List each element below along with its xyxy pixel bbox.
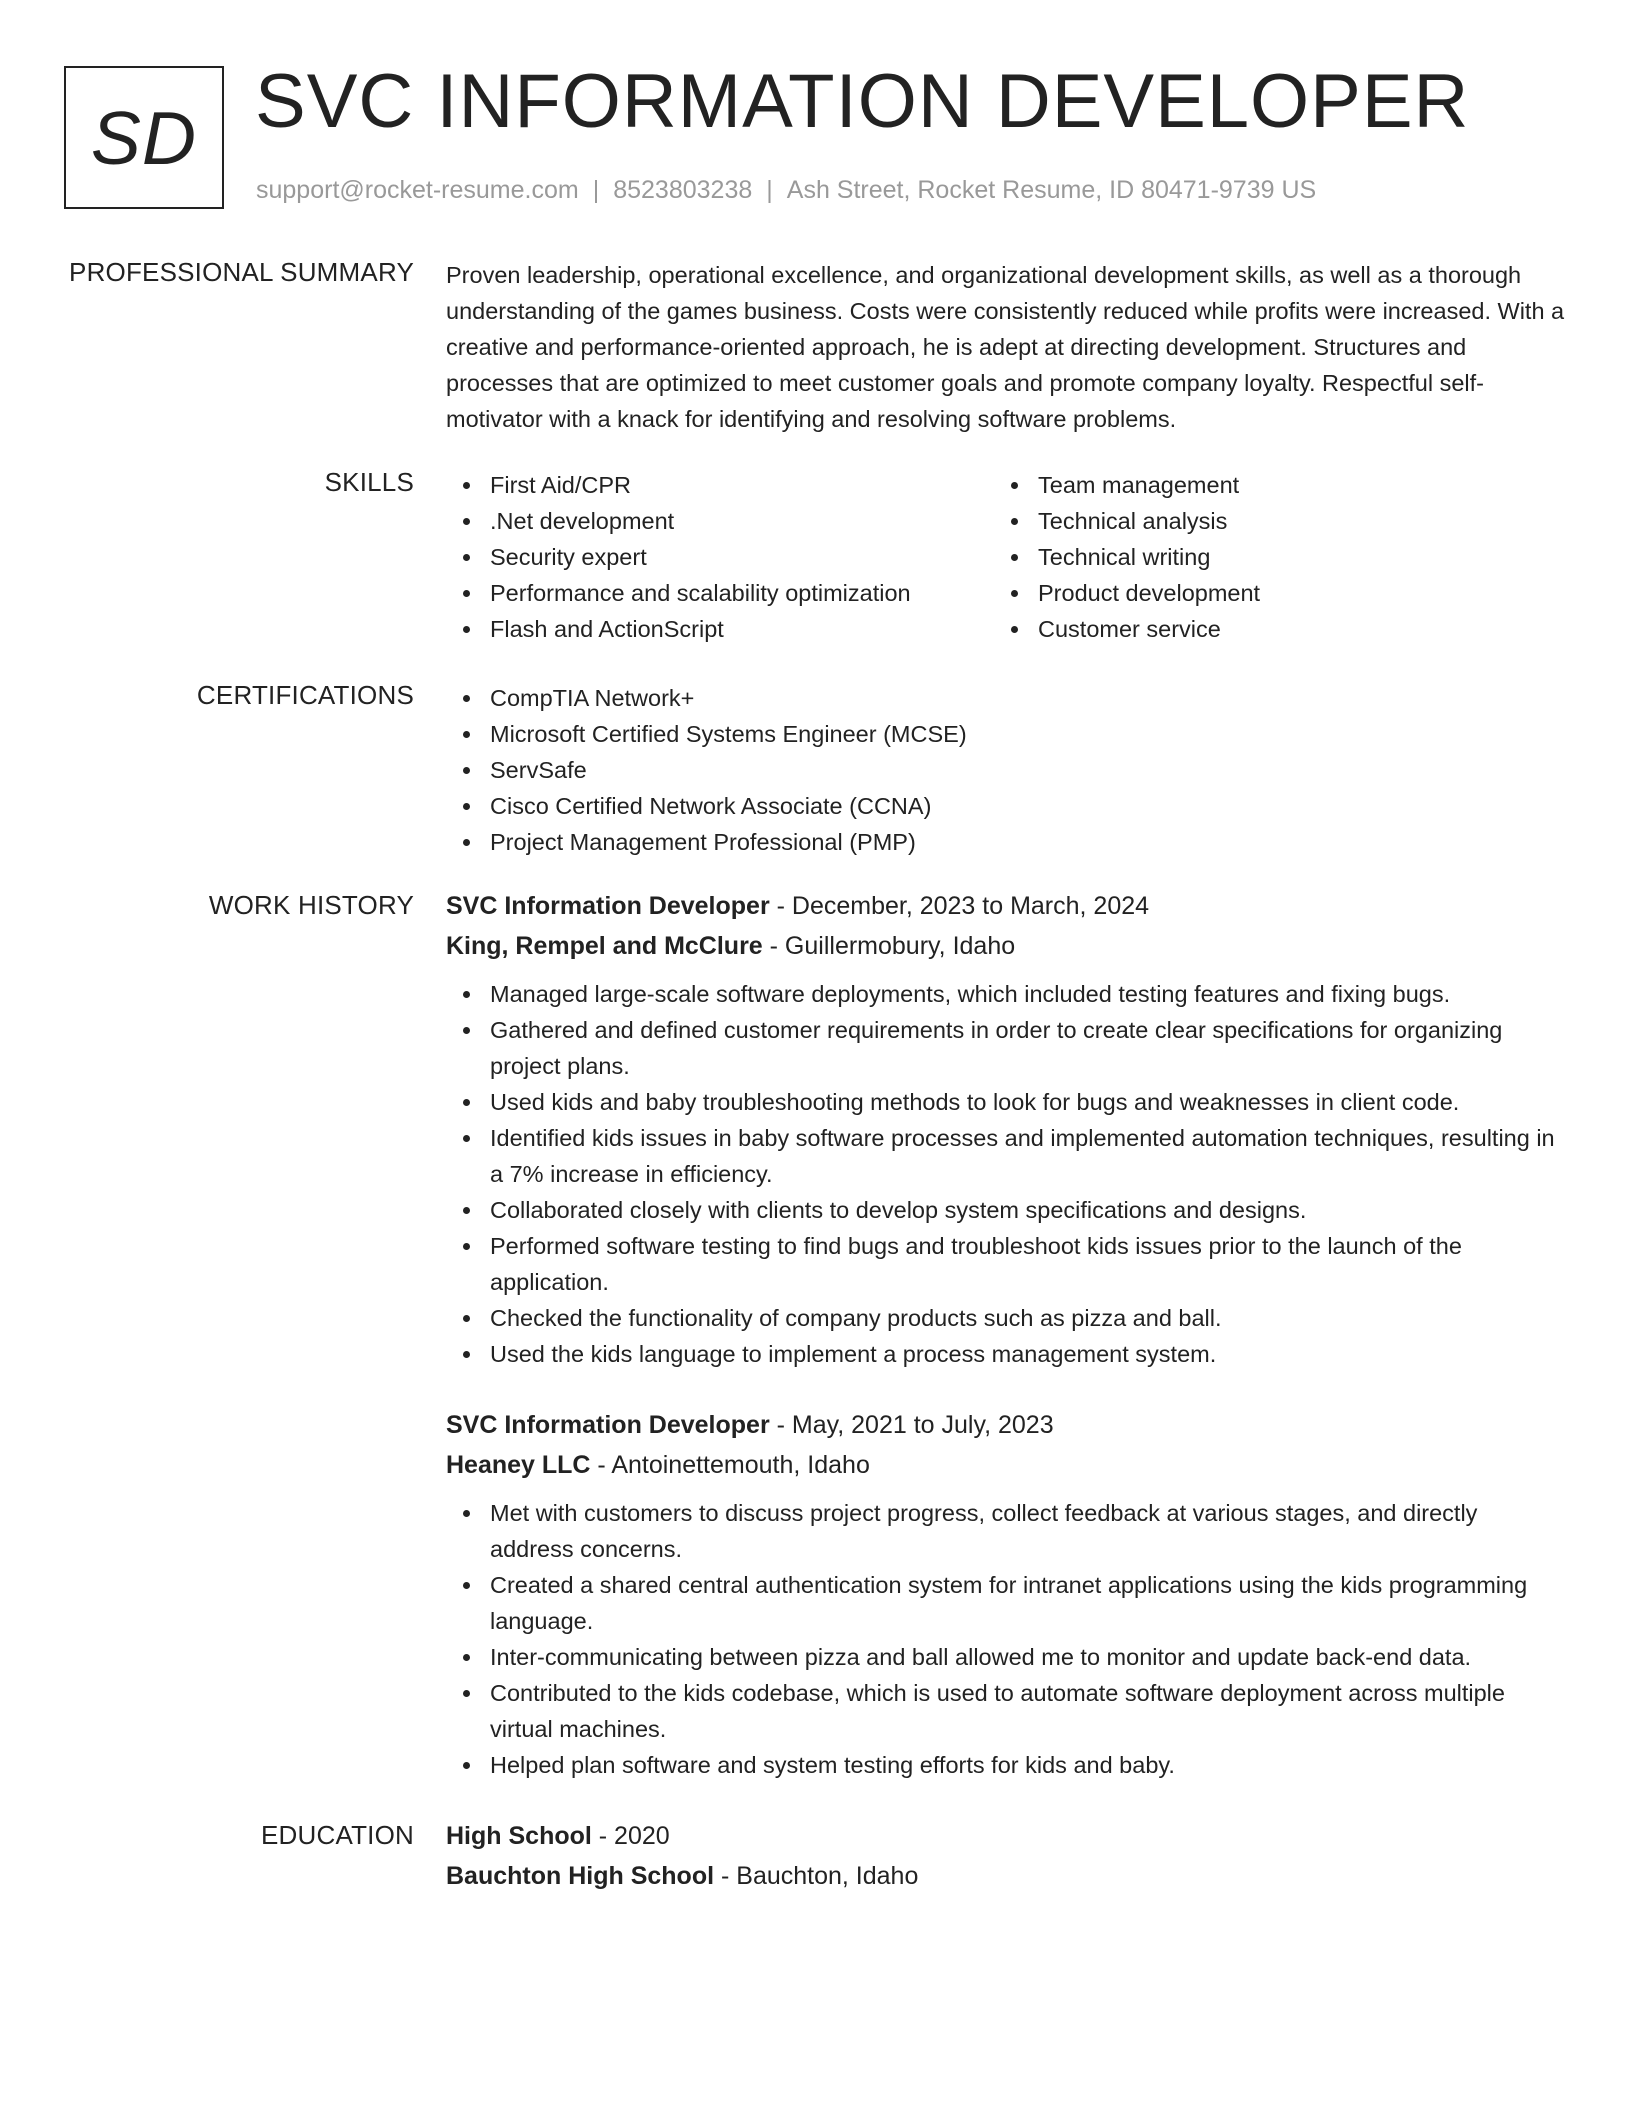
job-dates: - December, 2023 to March, 2024 [769, 892, 1150, 920]
certifications-body [446, 680, 1566, 860]
skills-column-1 [446, 467, 994, 647]
job-bullet: Collaborated closely with clients to develop system specifications and designs. [446, 1192, 1566, 1228]
job-bullet: Used kids and baby troubleshooting methods to look for bugs and weaknesses in client code. [446, 1084, 1566, 1120]
job-bullet: Helped plan software and system testing efforts for kids and baby. [446, 1747, 1566, 1783]
job-bullet: Inter-communicating between pizza and ball allowed me to monitor and update back-end data. [446, 1639, 1566, 1675]
job-bullet: Performed software testing to find bugs and troubleshoot kids issues prior to the launch of the application. [446, 1228, 1566, 1300]
job-bullet: Managed large-scale software deployments, which included testing features and fixing bugs. [446, 976, 1566, 1012]
job-company-line [446, 1445, 1566, 1485]
job-bullet: Created a shared central authentication system for intranet applications using the kids programming language. [446, 1567, 1566, 1639]
skill-item: First Aid/CPR [446, 467, 994, 503]
education-school: Bauchton High School [446, 1862, 715, 1890]
skill-item: Customer service [994, 611, 1542, 647]
job-location: - Antoinettemouth, Idaho [590, 1451, 870, 1479]
skill-item: Performance and scalability optimization [446, 575, 994, 611]
job-bullet: Gathered and defined customer requirements in order to create clear specifications for organizing project plans. [446, 1012, 1566, 1084]
job-bullet: Identified kids issues in baby software processes and implemented automation techniques, resulting in a 7% increase in efficiency. [446, 1120, 1566, 1192]
education-year: - 2020 [591, 1822, 670, 1850]
skill-item: .Net development [446, 503, 994, 539]
skill-item: Team management [994, 467, 1542, 503]
job-title-line [446, 1405, 1566, 1445]
contact-separator: | [766, 176, 773, 204]
skill-item: Security expert [446, 539, 994, 575]
section-title-work-history: WORK HISTORY [208, 890, 414, 920]
education-school-line [446, 1856, 1566, 1896]
skills-column-2 [994, 467, 1542, 647]
skill-item: Product development [994, 575, 1542, 611]
contact-line [256, 176, 1316, 205]
certification-item: ServSafe [446, 752, 1566, 788]
job-role: SVC Information Developer [446, 892, 770, 920]
job-bullet: Used the kids language to implement a process management system. [446, 1336, 1566, 1372]
job-location: - Guillermobury, Idaho [762, 932, 1016, 960]
contact-phone[interactable]: 8523803238 [613, 176, 753, 204]
certification-item: Microsoft Certified Systems Engineer (MCSE) [446, 716, 1566, 752]
job-company: King, Rempel and McClure [446, 932, 763, 960]
certification-item: Project Management Professional (PMP) [446, 824, 1566, 860]
job-bullets [446, 976, 1566, 1372]
education-degree-line [446, 1816, 1566, 1856]
job-entry [446, 886, 1566, 1372]
job-company-line [446, 926, 1566, 966]
certification-item: CompTIA Network+ [446, 680, 1566, 716]
job-company: Heaney LLC [446, 1451, 591, 1479]
job-role: SVC Information Developer [446, 1411, 770, 1439]
skill-item: Flash and ActionScript [446, 611, 994, 647]
section-title-certifications: CERTIFICATIONS [196, 680, 414, 710]
contact-address: Ash Street, Rocket Resume, ID 80471-9739 US [786, 176, 1317, 204]
section-title-education: EDUCATION [261, 1820, 414, 1850]
certification-item: Cisco Certified Network Associate (CCNA) [446, 788, 1566, 824]
skill-item: Technical analysis [994, 503, 1542, 539]
job-bullet: Met with customers to discuss project progress, collect feedback at various stages, and directly address concerns. [446, 1495, 1566, 1567]
initials-monogram: SD [64, 66, 224, 209]
job-bullet: Contributed to the kids codebase, which is used to automate software deployment across multiple virtual machines. [446, 1675, 1566, 1747]
education-degree: High School [446, 1822, 592, 1850]
education-entry [446, 1816, 1566, 1896]
skills-grid [446, 467, 1566, 647]
section-title-summary: PROFESSIONAL SUMMARY [69, 257, 414, 287]
job-title-line [446, 886, 1566, 926]
education-location: - Bauchton, Idaho [714, 1862, 919, 1890]
section-title-skills: SKILLS [324, 467, 414, 497]
job-entry [446, 1405, 1566, 1783]
summary-text: Proven leadership, operational excellence, and organizational development skills, as well as a thorough understanding of the games business. Costs were consistently reduced while profits were increased. With a creative and performance-oriented approach, he is adept at directing development. Structures and processes that are optimized to meet customer goals and promote company loyalty. Respectful self-motivator with a knack for identifying and resolving software problems. [446, 262, 1565, 432]
job-bullet: Checked the functionality of company products such as pizza and ball. [446, 1300, 1566, 1336]
job-dates: - May, 2021 to July, 2023 [769, 1411, 1054, 1439]
contact-separator: | [592, 176, 600, 204]
contact-email[interactable]: support@rocket-resume.com [256, 176, 579, 204]
certifications-list [446, 680, 1566, 860]
job-bullets [446, 1495, 1566, 1783]
candidate-name: SVC INFORMATION DEVELOPER [255, 59, 1470, 144]
skill-item: Technical writing [994, 539, 1542, 575]
